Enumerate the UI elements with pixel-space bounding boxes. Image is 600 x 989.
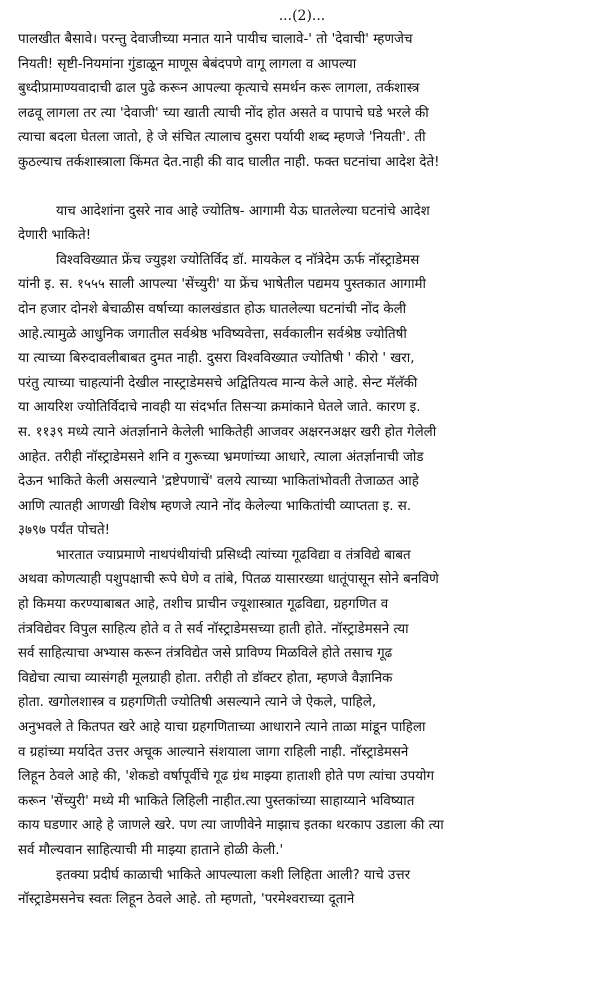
text-line: आहे.त्यामुळे आधुनिक जगातील सर्वश्रेष्ठ भविष्यवेत्ता, सर्वकालीन सर्वश्रेष्ठ ज्योतिषी [18,326,407,342]
text-line: ३७९७ पर्यंत पोचते! [18,523,110,539]
text-line: कुठल्याच तर्कशास्त्राला किंमत देत.नाही की वाद घालीत नाही. फक्त घटनांचा आदेश देते! [18,154,440,170]
text-line: काय घडणार आहे हे जाणले खरे. पण त्या जाणीवेने माझाच इतका थरकाप उडाला की त्या [18,818,444,834]
text-line: तंत्रविद्येवर विपुल साहित्य होते व ते सर्व नॉस्ट्राडेमसच्या हाती होते. नॉस्ट्राडेमसने त्या [18,621,409,637]
text-line: आहेत. तरीही नॉस्ट्राडेमसने शनि व गुरूच्या भ्रमणांच्या आधारे, त्याला अंतर्ज्ञानाची जोड [18,449,424,465]
paragraph-gap [18,176,586,200]
text-line: नियती! सृष्टी-नियमांना गुंडाळून माणूस बेबंदपणे वागू लागला व आपल्या [18,56,357,72]
paragraph-4 [18,544,586,864]
paragraph-1 [18,28,586,176]
text-line: भारतात ज्याप्रमाणे नाथपंथीयांची प्रसिध्दी त्यांच्या गूढविद्या व तंत्रविद्ये बाबत [56,547,411,563]
text-line: होता. खगोलशास्त्र व ग्रहगणिती ज्योतिषी असल्याने त्याने जे ऐकले, पाहिले, [18,695,377,711]
text-line: हो किमया करण्याबाबत आहे, तशीच प्राचीन ज्यूशास्त्रात गूढविद्या, ग्रहगणित व [18,597,389,613]
text-line: सर्व मौल्यवान साहित्याची मी माझ्या हाताने होळी केली.' [18,843,284,858]
text-line: व ग्रहांच्या मर्यादेत उत्तर अचूक आल्याने संशयाला जागा राहिली नाही. नॉस्ट्राडेमसने [18,744,409,760]
paragraph-3 [18,249,586,544]
text-line: त्याचा बदला घेतला जातो, हे जे संचित त्यालाच दुसरा पर्यायी शब्द म्हणजे 'नियती'. ती [18,130,426,146]
text-line: विश्वविख्यात फ्रेंच ज्युइश ज्योतिर्विद डॉ. मायकेल द नॉत्रेदेम ऊर्फ नॉस्ट्राडेमस [56,252,420,268]
text-line: परंतु त्याच्या चाहत्यांनी देखील नास्ट्राडेमसचे अद्वितियत्व मान्य केले आहे. सेन्ट मॅलॅकी [18,375,418,391]
text-line: नॉस्ट्राडेमसनेच स्वतः लिहून ठेवले आहे. तो म्हणतो, 'परमेश्वराच्या दूताने [18,892,355,908]
text-line: याच आदेशांना दुसरे नाव आहे ज्योतिष- आगामी येऊ घातलेल्या घटनांचे आदेश [56,203,430,219]
paragraph-5 [18,864,586,913]
page-number: ...(2)... [278,8,326,24]
text-line: पालखीत बैसावे। परन्तु देवाजीच्या मनात याने पायीच चालावे-' तो 'देवाची' म्हणजेच [18,32,413,47]
text-line: यांनी इ. स. १५५५ साली आपल्या 'सेंच्युरी' या फ्रेंच भाषेतील पद्यमय पुस्तकात आगामी [18,277,427,293]
text-line: अथवा कोणत्याही पशुपक्षाची रूपे घेणे व तांबे, पितळ यासारख्या धातूंपासून सोने बनविणे [18,572,439,588]
text-line: इतक्या प्रदीर्घ काळाची भाकिते आपल्याला कशी लिहिता आली? याचे उत्तर [56,867,411,883]
text-line: सर्व साहित्याचा अभ्यास करून तंत्रविद्येत जसे प्राविण्य मिळविले होते तसाच गूढ [18,646,393,662]
text-line: आणि त्यातही आणखी विशेष म्हणजे त्याने नोंद केलेल्या भाकितांची व्याप्तता इ. स. [18,498,412,514]
text-line: या त्याच्या बिरुदावलीबाबत दुमत नाही. दुसरा विश्वविख्यात ज्योतिषी ' कीरो ' खरा, [18,351,415,367]
text-line: लिहून ठेवले आहे की, 'शेकडो वर्षापूर्वीचे गूढ ग्रंथ माझ्या हाताशी होते पण त्यांचा उपयोग [18,769,435,785]
text-line: स. ११३९ मध्ये त्याने अंतर्ज्ञानाने केलेली भाकितेही आजवर अक्षरनअक्षर खरी होत गेलेली [18,424,437,440]
text-line: देऊन भाकिते केली असल्याने 'द्रष्टेपणाचें' वलये त्याच्या भाकितांभोवती तेजाळत आहे [18,474,419,490]
text-line: या आयरिश ज्योतिर्विदाचे नावही या संदर्भात तिसऱ्या क्रमांकाने घेतले जाते. कारण इ. [18,400,421,416]
paragraph-2 [18,200,586,249]
text-line: विद्येचा त्याचा व्यासंगही मूलग्राही होता. तरीही तो डॉक्टर होता, म्हणजे वैज्ञानिक [18,670,393,686]
text-line: लढवू लागला तर त्या 'देवाजी' च्या खाती त्याची नोंद होत असते व पापाचे घडे भरले की [18,105,429,121]
text-line: बुध्दीप्रामाण्यवादाची ढाल पुढे करून आपल्या कृत्याचे समर्थन करू लागला, तर्कशास्त्र [18,81,420,97]
text-line: देणारी भाकिते! [18,228,92,244]
text-line: अनुभवले ते कितपत खरे आहे याचा ग्रहगणिताच्या आधाराने त्याने ताळा मांडून पाहिला [18,720,426,736]
text-line: करून 'सेंच्युरी' मध्ये मी भाकिते लिहिली नाहीत.त्या पुस्तकांच्या साहाय्याने भविष्यात [18,793,415,809]
text-line: दोन हजार दोनशे बेचाळीस वर्षाच्या कालखंडात होऊ घातलेल्या घटनांची नोंद केली [18,301,407,317]
